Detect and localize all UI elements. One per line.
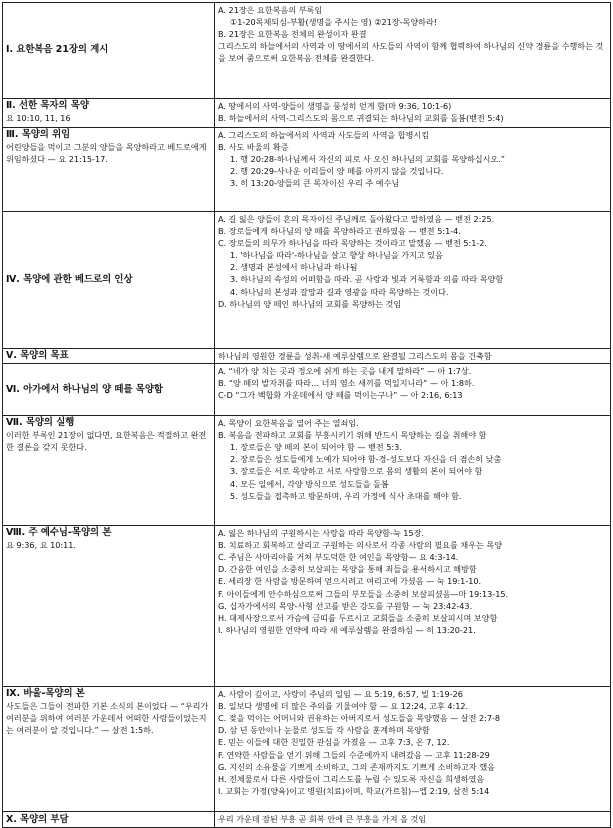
section-row xyxy=(3,212,611,349)
section-subtext: 사도들은 그들이 전파한 기본 소식의 본이었다 — “우리가 여러분을 위하여 여러분 가운데서 어떠한 사람들이었는지는 여러분이 알 것입니다.” — 살전 1:5하. xyxy=(6,701,209,736)
section-heading-cell xyxy=(3,812,215,828)
content-line: 3. 하나님의 속성의 어떠함을 따라. 곧 사랑과 빛과 거룩함과 의를 따라 목양함 xyxy=(230,274,504,285)
section-heading-cell xyxy=(3,349,215,364)
content-line: B. “양 떼의 발자취를 따라… 너의 염소 새끼를 먹일지니라” — 아 1:8하. xyxy=(218,378,475,389)
section-heading-cell xyxy=(3,128,215,212)
content-line: C. 주님은 사마리아를 거쳐 부도덕한 한 여인을 목양함— 요 4:3-14. xyxy=(218,552,459,563)
content-line: 3. 장로들은 서로 목양하고 서로 사랑함으로 몸의 생활의 본이 되어야 함 xyxy=(230,466,483,477)
content-line: B. 일보다 생명에 더 많은 주의를 기울여야 함 — 요 12:24, 고후 4:12. xyxy=(218,701,469,712)
section-subtext: 요 9:36, 요 10:11. xyxy=(6,540,77,551)
section-content-cell xyxy=(215,3,611,99)
section-content-cell xyxy=(215,416,611,526)
content-line: 2. 생명과 본성에서 하나님과 하나됨 xyxy=(230,262,358,273)
section-content-cell xyxy=(215,99,611,128)
content-line: B. 장로들에게 하나님의 양 떼를 목양하라고 권하였음 — 벧전 5:1-4. xyxy=(218,226,461,237)
section-heading: Ⅷ. 주 예수님-목양의 본 xyxy=(6,527,112,539)
content-line: I. 교회는 가정(양육)이고 병원(치료)이며, 학교(가르침)—엡 2:19, 살전 5:14 xyxy=(218,785,490,796)
content-line: 2. 행 20:29-사나운 이리들이 양 떼를 아끼지 않을 것입니다. xyxy=(230,166,444,177)
section-heading-cell xyxy=(3,364,215,416)
section-row xyxy=(3,364,611,416)
section-content-cell xyxy=(215,687,611,812)
content-line: B. 21장은 요한복음 전체의 완성이자 완결 xyxy=(218,29,367,40)
section-heading-cell xyxy=(3,687,215,812)
section-content-cell xyxy=(215,349,611,364)
section-heading-cell xyxy=(3,99,215,128)
content-line: E. 믿는 이들에 대한 친밀한 관심을 가졌음 — 고후 7:3, 온 7, 12. xyxy=(218,737,450,748)
section-row xyxy=(3,3,611,99)
content-line: H. 전체물로서 다른 사람들이 그리스도를 누릴 수 있도록 자신을 희생하였음 xyxy=(218,773,485,784)
content-line: A. “네가 양 치는 곳과 정오에 쉬게 하는 곳을 내게 말하라” — 아 1:7상. xyxy=(218,366,472,377)
section-content-cell xyxy=(215,526,611,687)
section-content-cell xyxy=(215,128,611,212)
content-line: A. 잃은 하나님의 구원하시는 사랑을 따라 목양함-눅 15장. xyxy=(218,528,424,539)
content-line: 1. 장로들은 양 떼의 본이 되어야 함 — 벧전 5:3. xyxy=(230,442,402,453)
section-heading: Ⅹ. 목양의 부담 xyxy=(6,813,69,825)
section-heading: Ⅴ. 목양의 목표 xyxy=(6,350,69,361)
section-content-cell xyxy=(215,364,611,416)
content-line: D. 하나님의 양 떼인 하나님의 교회를 목양하는 것임 xyxy=(218,298,402,309)
section-row xyxy=(3,416,611,526)
section-heading-cell xyxy=(3,416,215,526)
section-heading: Ⅱ. 선한 목자의 목양 xyxy=(6,100,89,111)
content-line: H. 대제사장으로서 가슴에 금띠를 두르시고 교회들을 소중히 보살피시며 보양함 xyxy=(218,612,498,623)
section-heading-cell xyxy=(3,3,215,99)
section-row xyxy=(3,687,611,812)
content-line: 4. 모든 일에서, 각양 방식으로 성도들을 돌봄 xyxy=(230,478,389,489)
content-line: A. 그리스도의 하늘에서의 사역과 사도들의 사역을 합병시킴 xyxy=(218,130,430,140)
section-row xyxy=(3,812,611,828)
content-line: C. 장로들의 의무가 하나님을 따라 목양하는 것이라고 말했음 — 벧전 5:1-2. xyxy=(218,238,487,249)
section-heading: Ⅲ. 목양의 위임 xyxy=(6,129,71,140)
content-line: ①1-20목제되심-부활(생명을 주시는 영) ②21장-목양하라! xyxy=(230,17,438,28)
content-line: B. 치료하고 회복하고 살리고 구원하는 의사로서 각종 사람의 필요를 채우는 목양 xyxy=(218,540,503,551)
content-line: 그리스도의 하늘에서의 사역과 이 땅에서의 사도들의 사역이 함께 협력하여 하나님의 신약 경륜을 수행하는 것을 보여 줌으로써 요한복음 전체를 완결한다. xyxy=(218,41,604,64)
content-line: B. 복음을 전파하고 교회를 부흥시키기 위해 반드시 목양하는 길을 취해야 함 xyxy=(218,430,487,441)
content-line: C-D “그가 백합화 가운데에서 양 떼를 먹이는구나” — 아 2:16, 6:13 xyxy=(218,390,463,401)
outline-table xyxy=(2,2,611,828)
content-line: 4. 하나님의 본성과 갈망과 길과 영광을 따라 목양하는 것이다. xyxy=(230,286,449,297)
section-subtext: 어린양들을 먹이고 그분의 양들을 목양하라고 베드로에게 위임하셨다 — 요 21:15-17. xyxy=(6,142,207,165)
content-line: D. 삼 년 동안이나 눈물로 성도들 각 사람을 훈계하며 목양함 xyxy=(218,725,430,736)
section-row xyxy=(3,99,611,128)
content-line: B. 하늘에서의 사역-그리스도의 몸으로 귀결되는 하나님의 교회를 돌봄(벧전 5:4) xyxy=(218,113,504,124)
content-line: 5. 성도들을 접촉하고 방문하며, 우리 가정에 식사 초대를 해야 함. xyxy=(230,490,462,501)
section-heading: Ⅵ. 아가에서 하나님의 양 떼를 목양함 xyxy=(6,383,163,395)
section-heading-cell xyxy=(3,212,215,349)
content-line: G. 지신의 소유물을 기쁘게 소비하고, 그의 존재까지도 기쁘게 소비하고자 했음 xyxy=(218,761,495,772)
content-line: A. 땅에서의 사역-양들이 생명을 풍성히 얻게 함(마 9:36, 10:1-6) xyxy=(218,101,452,111)
content-line: A. 목양이 요한복음을 열어 주는 열쇠임. xyxy=(218,418,359,429)
content-line: D. 간음한 여인을 소중히 보살피는 목양을 통해 죄들을 용서하시고 해방함 xyxy=(218,564,477,575)
section-row xyxy=(3,128,611,212)
content-line: 우리 가운데 잠된 부흥 곧 회복 안에 큰 부흥을 가져 올 것임 xyxy=(218,814,427,825)
section-heading: Ⅶ. 목양의 실행 xyxy=(6,417,75,429)
section-heading-cell xyxy=(3,526,215,687)
content-line: 3. 히 13:20-양들의 큰 목자이신 우리 주 예수님 xyxy=(230,178,400,189)
section-row xyxy=(3,526,611,687)
content-line: 1. 행 20:28-하나님께서 자신의 피로 사 오신 하나님의 교회를 목양하십시오.” xyxy=(230,154,505,165)
content-line: A. 21장은 요한복음의 부록임 xyxy=(218,5,323,15)
content-line: I. 하나님의 영원한 언약에 따라 새 예루살렘을 완결하심 — 히 13:20-21. xyxy=(218,624,476,635)
content-line: G. 십자가에서의 목양-사형 선고를 받은 강도를 구원함 — 눅 23:42-43. xyxy=(218,600,473,611)
section-row xyxy=(3,349,611,364)
section-heading: Ⅰ. 요한복음 21장의 계시 xyxy=(6,44,109,56)
content-line: E. 세리장 한 사람을 방문하여 얻으시려고 여리고에 가셨음 — 눅 19:1-10. xyxy=(218,576,482,587)
content-line: C. 젖을 먹이는 어머니와 권유하는 아버지로서 성도들을 목양했음 — 살전 2:7-8 xyxy=(218,713,501,724)
section-subtext: 이러한 부록인 21장이 없다면, 요한복음은 적절하고 완전한 결론을 갖지 못한다. xyxy=(6,430,207,453)
content-line: F. 아이들에게 안수하심으로써 그들의 부모들을 소중히 보살피셨음—마 19:13-15. xyxy=(218,588,509,599)
content-line: F. 연약한 사람들을 얻기 위해 그들의 수준에까지 내려갔음 — 고후 11:28-29 xyxy=(218,749,490,760)
section-heading: Ⅸ. 바울-목양의 본 xyxy=(6,688,85,700)
section-content-cell xyxy=(215,812,611,828)
content-line: 1. '하나님을 따라'-하나님을 살고 향상 하나님을 가지고 있음 xyxy=(230,250,443,261)
content-line: B. 사도 바울의 확증 xyxy=(218,142,289,153)
section-subtext: 요 10:10, 11, 16 xyxy=(6,113,71,124)
content-line: 하나님의 영원한 경륜을 성취-새 예루살렘으로 완결될 그리스도의 몸을 건축함 xyxy=(218,351,492,361)
content-line: 2. 장로들은 성도들에게 노예가 되어야 함-경-성도보다 자신을 더 겸손히 낮춤 xyxy=(230,454,502,465)
section-heading: Ⅳ. 목양에 관한 베드로의 인상 xyxy=(6,273,133,285)
section-content-cell xyxy=(215,212,611,349)
content-line: A. 사람이 깊이고, 사랑이 주님의 일임 — 요 5:19, 6:57, 빌 1:19-26 xyxy=(218,689,463,700)
content-line: A. 길 잃은 양들이 혼의 목자이신 주님께로 돌아왔다고 말하였음 — 벧전 2:25. xyxy=(218,214,495,224)
